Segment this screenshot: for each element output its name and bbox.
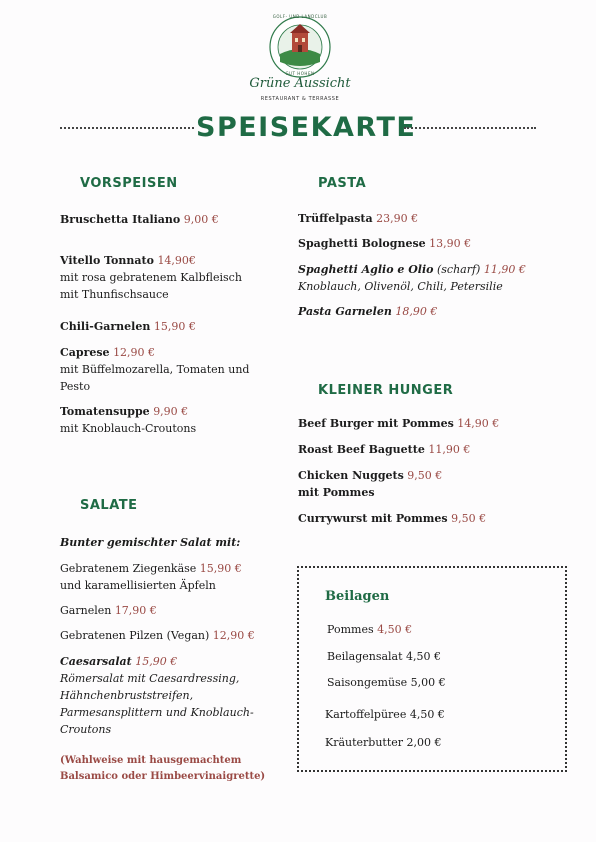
page-title: SPEISEKARTE bbox=[196, 112, 417, 143]
menu-item bbox=[298, 467, 548, 501]
note-line: (Wahlweise mit hausgemachtem bbox=[60, 755, 242, 766]
item-price: 14,90€ bbox=[157, 254, 196, 267]
salad-note bbox=[60, 753, 300, 785]
menu-item bbox=[298, 235, 548, 252]
item-name: Bruschetta Italiano bbox=[60, 213, 181, 226]
item-name: Trüffelpasta bbox=[298, 212, 373, 225]
item-price: 11,90 € bbox=[483, 263, 526, 276]
section-heading-kleiner-hunger: KLEINER HUNGER bbox=[318, 383, 454, 398]
item-price: 11,90 € bbox=[428, 443, 471, 456]
menu-item bbox=[60, 653, 290, 738]
menu-item bbox=[298, 261, 548, 295]
title-divider-right bbox=[404, 127, 536, 129]
item-price: 13,90 € bbox=[429, 237, 472, 250]
menu-item bbox=[60, 403, 290, 437]
item-description: Knoblauch, Olivenöl, Chili, Petersilie bbox=[298, 280, 503, 293]
section-heading-vorspeisen: VORSPEISEN bbox=[80, 176, 178, 191]
logo-ring-bottom: GUT HOHEN bbox=[285, 71, 315, 76]
logo-ring-top: GOLF- UND LANDCLUB bbox=[272, 14, 328, 19]
menu-item bbox=[60, 344, 290, 395]
logo bbox=[248, 14, 352, 106]
menu-item bbox=[298, 303, 548, 320]
item-description: Parmesansplittern und Knoblauch- bbox=[60, 706, 254, 719]
item-price: 4,50 € bbox=[377, 623, 413, 636]
salad-intro: Bunter gemischter Salat mit: bbox=[60, 536, 241, 549]
item-price: 9,00 € bbox=[183, 213, 219, 226]
item-name: Chicken Nuggets bbox=[298, 469, 404, 482]
title-divider-left bbox=[60, 127, 194, 129]
item-description: Römersalat mit Caesardressing, bbox=[60, 672, 240, 685]
item-price: 17,90 € bbox=[114, 604, 157, 617]
logo-subline: RESTAURANT & TERRASSE bbox=[260, 96, 340, 102]
item-description: und karamellisierten Äpfeln bbox=[60, 579, 216, 592]
menu-item bbox=[60, 252, 290, 303]
menu-item bbox=[298, 510, 548, 527]
side-item: Saisongemüse 5,00 € bbox=[327, 676, 446, 689]
menu-item bbox=[298, 210, 548, 227]
side-item: Kräuterbutter 2,00 € bbox=[325, 736, 442, 749]
menu-item bbox=[60, 627, 290, 644]
item-name: Beef Burger mit Pommes bbox=[298, 417, 454, 430]
menu-item bbox=[60, 211, 290, 228]
item-description: mit Büffelmozarella, Tomaten und bbox=[60, 363, 250, 376]
item-name: Spaghetti Aglio e Olio bbox=[298, 263, 434, 276]
item-name: Gebratenem Ziegenkäse bbox=[60, 562, 197, 575]
item-price: 9,50 € bbox=[407, 469, 443, 482]
item-name: Currywurst mit Pommes bbox=[298, 512, 448, 525]
item-price: 23,90 € bbox=[376, 212, 419, 225]
menu-item bbox=[60, 602, 290, 619]
item-extra: (scharf) bbox=[436, 263, 481, 276]
note-line: Balsamico oder Himbeervinaigrette) bbox=[60, 771, 266, 782]
item-price: 15,90 € bbox=[199, 562, 242, 575]
item-price: 14,90 € bbox=[457, 417, 500, 430]
item-price: 18,90 € bbox=[395, 305, 438, 318]
item-name: Roast Beef Baguette bbox=[298, 443, 425, 456]
item-description: mit Pommes bbox=[298, 486, 375, 499]
item-description: mit rosa gebratenem Kalbfleisch bbox=[60, 271, 242, 284]
item-description: Pesto bbox=[60, 380, 91, 393]
menu-item bbox=[298, 441, 548, 458]
side-item: Kartoffelpüree 4,50 € bbox=[325, 708, 445, 721]
item-name: Caesarsalat bbox=[60, 655, 132, 668]
item-price: 12,90 € bbox=[212, 629, 255, 642]
item-name: Gebratenen Pilzen (Vegan) bbox=[60, 629, 210, 642]
section-heading-salate: SALATE bbox=[80, 498, 138, 513]
item-description: Hähnchenbruststreifen, bbox=[60, 689, 194, 702]
item-name: Pommes bbox=[327, 623, 374, 636]
beilagen-heading: Beilagen bbox=[325, 589, 390, 604]
item-description: mit Thunfischsauce bbox=[60, 288, 169, 301]
item-name: Garnelen bbox=[60, 604, 112, 617]
item-description: Croutons bbox=[60, 723, 112, 736]
side-item: Beilagensalat 4,50 € bbox=[327, 650, 442, 663]
item-price: 9,50 € bbox=[451, 512, 487, 525]
item-name: Pasta Garnelen bbox=[298, 305, 392, 318]
item-description: mit Knoblauch-Croutons bbox=[60, 422, 197, 435]
item-name: Chili-Garnelen bbox=[60, 320, 151, 333]
item-name: Spaghetti Bolognese bbox=[298, 237, 426, 250]
section-heading-pasta: PASTA bbox=[318, 176, 367, 191]
item-price: 9,90 € bbox=[153, 405, 189, 418]
menu-item bbox=[60, 318, 290, 335]
item-price: 15,90 € bbox=[153, 320, 196, 333]
menu-item bbox=[60, 560, 290, 594]
item-price: 15,90 € bbox=[135, 655, 178, 668]
item-name: Tomatensuppe bbox=[60, 405, 150, 418]
item-name: Vitello Tonnato bbox=[60, 254, 154, 267]
menu-item bbox=[298, 415, 548, 432]
side-item bbox=[327, 621, 547, 638]
logo-name: Grüne Aussicht bbox=[249, 76, 351, 91]
item-price: 12,90 € bbox=[113, 346, 156, 359]
item-name: Caprese bbox=[60, 346, 110, 359]
